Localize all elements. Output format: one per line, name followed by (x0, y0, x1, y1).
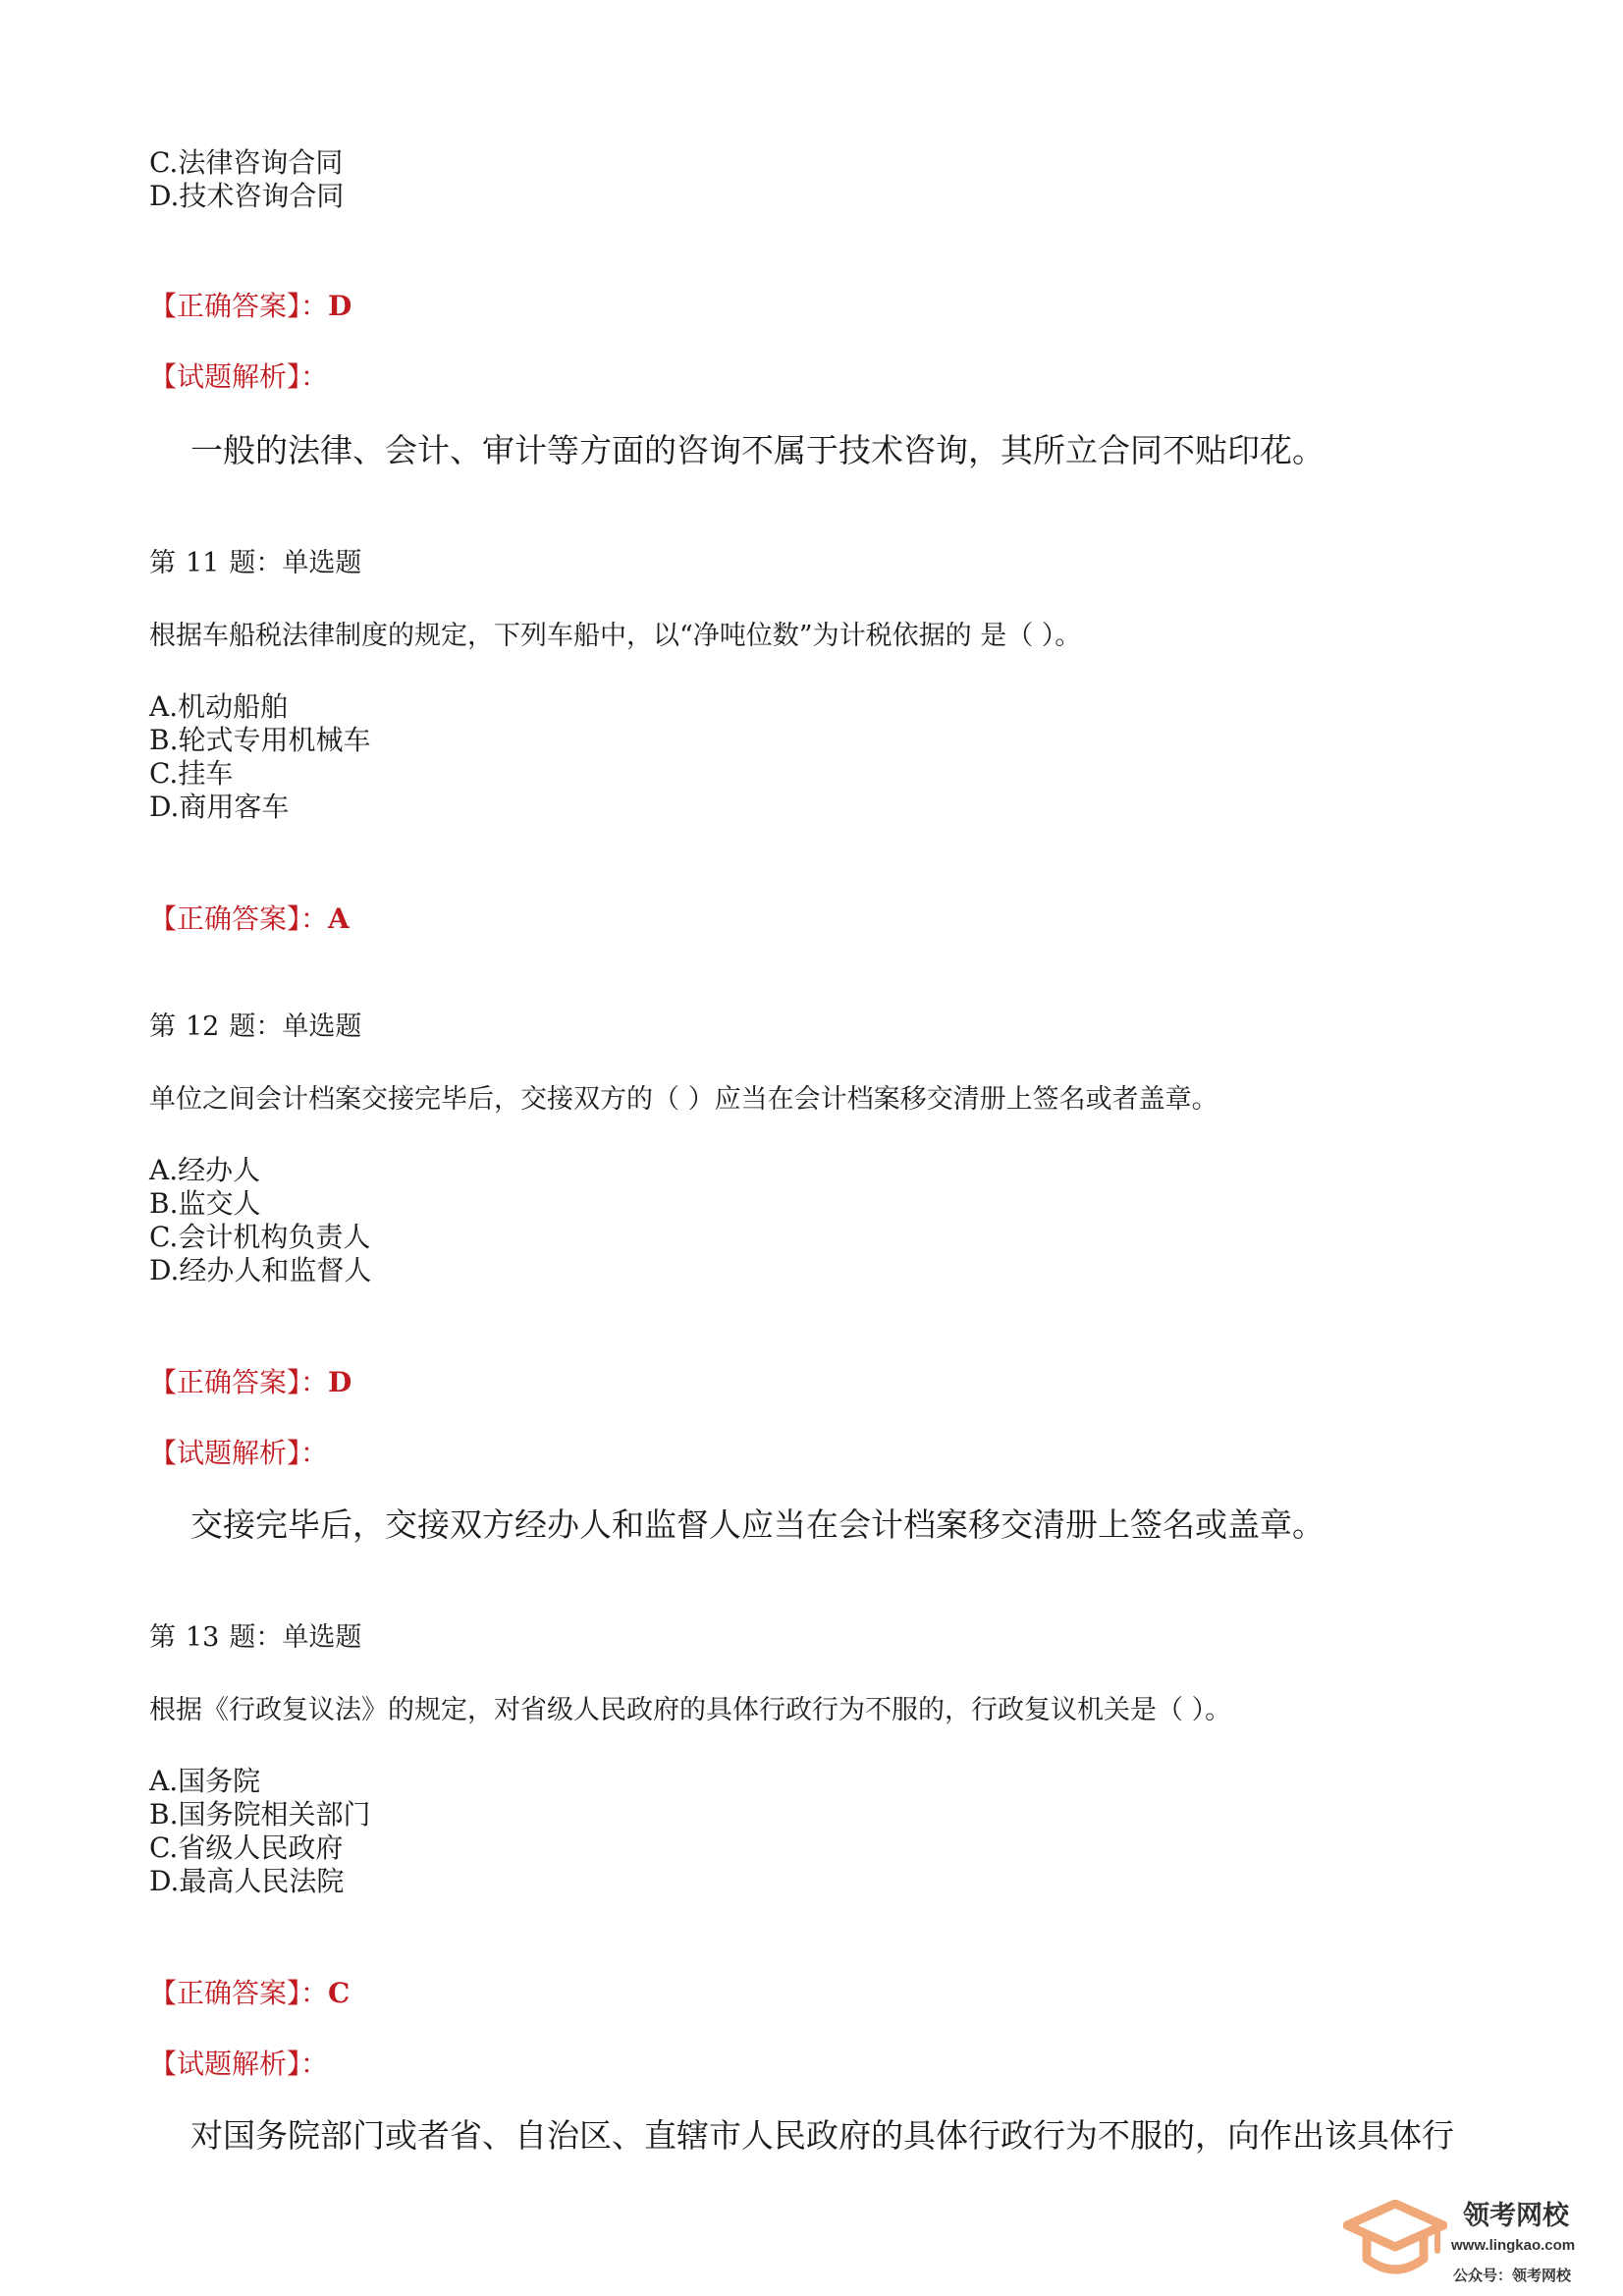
explanation-label: 【试题解析】： (149, 1437, 329, 1469)
question-type: 题：单选题 (229, 1011, 362, 1042)
question-number: 11 (186, 548, 220, 578)
answer-label: 【正确答案】： (149, 902, 329, 935)
question-stem: 单位之间会计档案交接完毕后，交接双方的（ ）应当在会计档案移交清册上签名或者盖章。 (149, 1084, 1218, 1115)
question-type: 题：单选题 (229, 548, 362, 578)
answer-label: 【正确答案】： (149, 290, 329, 322)
correct-answer (149, 290, 352, 322)
question-number: 13 (186, 1622, 220, 1653)
answer-value: C (328, 1977, 351, 2009)
question-prefix: 第 (149, 1622, 176, 1653)
answer-label: 【正确答案】： (149, 1366, 329, 1398)
explanation-text: 一般的法律、会计、审计等方面的咨询不属于技术咨询，其所立合同不贴印花。 (190, 431, 1325, 469)
question-header (149, 1624, 361, 1651)
question-prefix: 第 (149, 1011, 176, 1042)
option-c: C.省级人民政府 (149, 1831, 344, 1864)
brand-wechat: 公众号：领考网校 (1453, 2267, 1572, 2284)
question-prefix: 第 (149, 548, 176, 578)
explanation-text: 对国务院部门或者省、自治区、直辖市人民政府的具体行政行为不服的，向作出该具体行 (190, 2116, 1454, 2155)
option-d: D.经办人和监督人 (149, 1254, 372, 1286)
question-stem: 根据《行政复议法》的规定，对省级人民政府的具体行政行为不服的，行政复议机关是（ ）。 (149, 1695, 1232, 1725)
brand-url: www.lingkao.com (1451, 2237, 1576, 2254)
option-c: C.挂车 (149, 757, 234, 790)
question-header (149, 1013, 361, 1040)
option-d: D.最高人民法院 (149, 1865, 345, 1897)
option-d: D.商用客车 (149, 791, 290, 823)
answer-value: D (328, 290, 352, 322)
option-b: B.轮式专用机械车 (149, 724, 371, 756)
option-c: C.会计机构负责人 (149, 1221, 371, 1253)
option-b: B.监交人 (149, 1187, 261, 1220)
answer-value: A (328, 902, 350, 935)
question-type: 题：单选题 (229, 1622, 362, 1653)
option-a: A.经办人 (149, 1154, 261, 1186)
option-d: D.技术咨询合同 (149, 180, 345, 212)
correct-answer (149, 1366, 352, 1398)
question-stem: 根据车船税法律制度的规定，下列车船中，以“净吨位数”为计税依据的 是（ ）。 (149, 621, 1082, 651)
option-a: A.国务院 (149, 1765, 261, 1797)
explanation-label: 【试题解析】： (149, 2048, 329, 2080)
lingkao-logo (1343, 2192, 1594, 2290)
question-header (149, 550, 361, 576)
correct-answer (149, 1977, 351, 2009)
correct-answer (149, 902, 350, 935)
brand-name: 领考网校 (1463, 2201, 1569, 2231)
explanation-label: 【试题解析】： (149, 360, 329, 393)
option-c: C.法律咨询合同 (149, 146, 344, 179)
option-b: B.国务院相关部门 (149, 1798, 371, 1831)
explanation-text: 交接完毕后，交接双方经办人和监督人应当在会计档案移交清册上签名或盖章。 (190, 1505, 1325, 1544)
option-a: A.机动船舶 (149, 690, 289, 723)
answer-label: 【正确答案】： (149, 1977, 329, 2009)
question-number: 12 (186, 1011, 220, 1042)
graduation-cap-icon (1343, 2200, 1447, 2280)
answer-value: D (328, 1366, 352, 1398)
